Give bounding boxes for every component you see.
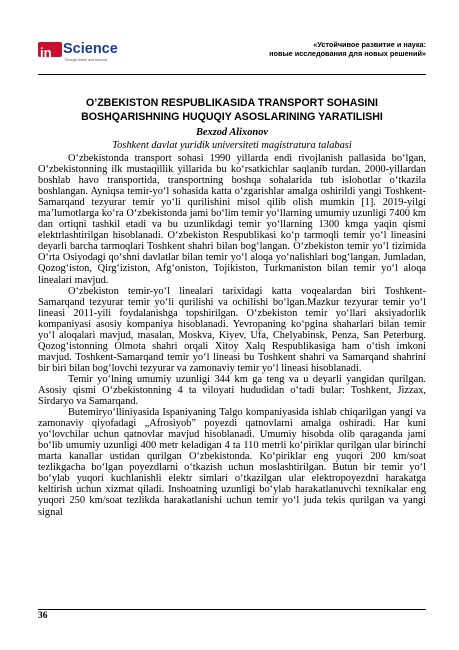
journal-title (269, 40, 426, 58)
logo-badge (38, 42, 62, 60)
body-paragraph: O‘zbekistonda transport sohasi 1990 yillarda endi rivojlanish pallasida bo‘lgan, O‘zbekistonning ilk mustaqillik yillarida bu ko‘rsatkichlar saqlanib turdan. 2000-yillardan boshlab havo transportida, transportning boshqa sohalarida tub islohotlar o‘tkazila boshlangan. Ayniqsa temir-yo‘l sohasida katta o‘zgarishlar amalga oshirildi yangi Toshkent-Samarqand tezyurar temir yo‘li qurilishini misol qilib olish mumkin [1]. 2019-yilgi ma’lumotlarga ko‘ra O‘zbekistonda jami bo‘lim temir yo‘llarning umumiy uzunligi 7400 km dan ortiqni tashkil etadi va bu uzunlikdagi temir yo‘llarning 1300 kmga yaqin qismi elektrlashtirilgan hisoblanadi. O‘zbekiston Respublikasi ko‘p tarmoqli temir yo‘l lineasini deyarli barcha tarmoqlari Toshkent shahri bilan bog‘langan. O‘zbekiston temir yo‘l tizimida O‘rta Osiyodagi qo‘shni davlatlar bilan temir yo‘l aloqa yo‘nalishlari bog‘langan. Jumladan, Qozog‘iston, Qirg‘iziston, Afg‘oniston, Tojikiston, Turkmaniston bilan temir yo‘l aloqa linealari mavjud. (38, 153, 426, 286)
journal-title-line-2: новые исследования для новых решений» (269, 49, 426, 59)
page-header (38, 36, 426, 74)
author-name: Bexzod Alixonov (195, 127, 269, 138)
author-affiliation: Toshkent davlat yuridik universiteti magistratura talabasi (112, 140, 352, 151)
logo-in-text: in (40, 45, 52, 60)
article-body (38, 153, 426, 518)
article-title-line-1: O’ZBEKISTON RESPUBLIKASIDA TRANSPORT SOHASINI (86, 97, 378, 109)
header-divider (38, 74, 426, 75)
body-paragraph: Butemiryo‘lliniyasida Ispaniyaning Talgo kompaniyasida ishlab chiqarilgan yangi va zamonaviy qiyofadagi „Afrosiyob” poyezdi qatnovlarni amalga oshiradi. Har kuni yo‘lovchilar uchun qatnovlar mavjud hisoblanadi. Umumiy hisobda olib qaraganda jami bo‘lib umumiy uzunligi 400 metr keladigan 4 ta 110 metrli ko‘piriklar qurilgan ular birinchi marta kanallar ustidan qurilgan O‘zbekistonda. Ko‘piriklar eng yuqori 200 km/soat tezlikgacha bo‘lgan poyezdlarni o‘tkazish uchun moslashtirilgan. Butun bir temir yo‘l bo‘ylab yuqori kuchlanishli elektr simlari o‘tkazilgan ular elektropoyezdni harakatga keltirish uchun xizmat qiladi. Inshoatning uzunligi bo‘ylab harakatlanuvchi texnikalar eng yuqori 250 km/soat tezlikda harakatlanishi uchun temir yo‘l juda tekis qurilgan va yangi signal (38, 407, 426, 518)
article-title (38, 96, 426, 124)
journal-title-line-1: «Устойчивое развитие и наука: (313, 40, 426, 49)
logo-science-text: Science (63, 41, 118, 57)
page-number: 36 (38, 611, 48, 621)
body-paragraph: Temir yo‘lning umumiy uzunligi 344 km ga teng va u deyarli yangidan qurilgan. Asosiy qismi O‘zbekistonning 4 ta viloyati hududidan o‘tadi bular: Toshkent, Jizzax, Sirdaryo va Samarqand. (38, 373, 426, 408)
body-paragraph: O‘zbekiston temir-yo‘l linealari tarixidagi katta voqealardan biri Toshkent-Samarqand tezyurar temir yo‘li qurilishi va ochilishi bo‘lgan.Mazkur tezyurar temir yo‘l lineasi 2011-yili foydalanishga topshirilgan. O‘zbekiston temir yo‘llari aksiyadorlik kompaniyasi asosiy kompaniya hisoblanadi. Yevropaning ko‘pgina shaharlari bilan temir yo‘l aloqalari mavjud, masalan, Moskva, Kiyev, Ufa, Chelyabinsk, Penza, San Peterburg. Qozog‘istonning Olmota shahri orqali Xitoy Xalq Respublikasiga ham o‘tish imkoni mavjud. Toshkent-Samarqand temir yo‘l lineasi bu Toshkent shahri va Samarqand shahrini bir biri bilan bog‘lovchi tezyurar va zamonaviy temir yo‘l lineasi hisoblanadi. (38, 285, 426, 374)
footer-divider (38, 609, 426, 610)
article-title-line-2: BOSHQARISHNING HUQUQIY ASOSLARINING YARATILISHI (81, 111, 383, 123)
logo-tagline: Through these and beyond (64, 58, 107, 62)
